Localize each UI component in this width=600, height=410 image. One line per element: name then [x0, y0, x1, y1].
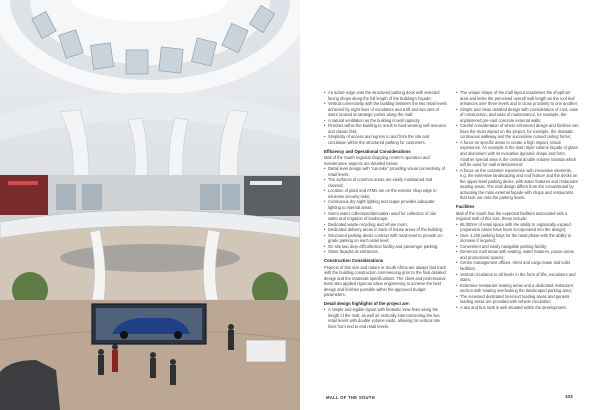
bullet-item: • Dedicated delivery areas in back of house areas of the building;: [324, 227, 447, 233]
bullet-item: • Finishes within the building to result in hard wearing self-resource and classic feel;: [324, 123, 447, 134]
bullet-item: • On site taxi drop-off/collection facility and passenger parking;: [324, 244, 447, 250]
bullet-item: • 65,000m² of retail space with the ability to organically expand (expansion cases have been incorporated into the design);: [456, 222, 579, 233]
bullet-list: [324, 90, 447, 145]
bullet-item: • A natural ventilation as the building is well capacity: [324, 118, 447, 124]
body-paragraph: Mall of the South regional shopping centre's operation and maintenance aspects are detailed below:: [324, 155, 430, 166]
bullet-list: [324, 166, 447, 255]
footer-title: MALL OF THE SOUTH: [326, 395, 375, 400]
bullet-list: [324, 307, 447, 329]
section-heading: Facilities: [456, 204, 475, 210]
bullet-item: • Centre management offices, client and cargo lease and toilet facilities;: [456, 260, 579, 271]
text-page: [300, 0, 600, 410]
bullet-item: • Generous mall areas with seating, water features, pause areas and promotional spaces;: [456, 249, 579, 260]
bullet-item: • The recessed dedicated forecourt loading areas and general loading areas are provided with vehicle circulation;: [456, 294, 579, 305]
page-number: 103: [565, 394, 573, 399]
bullet-item: • Continuous dry night lighting and scape provides adequate lighting to internal areas;: [324, 199, 447, 210]
bullet-item: • A simple and legible layout with fantastic view lines along the length of the mall, as well as vertically interconnecting the two retail levels with double volume voids, allowing for vertical site lines from end to end retail levels.: [324, 307, 447, 329]
bullet-item: • Dedicated waste recycling and refuse room;: [324, 222, 447, 228]
bullet-item: • Storm water collection/attenuation used for collection of rain water and irrigation of landscape;: [324, 211, 447, 222]
bullet-item: • A focus on the customer experience with innovative elements, e.g. the extensive landscaping and roof feature and the decks on the upper-level parking decks, with water features and restaurant seating areas. The mall design differs from the conventional by activating the main external façade with shops and restaurants that look out onto the parking levels.: [456, 168, 579, 201]
bullet-item: • Vertical connectivity with the building between the two retail levels achieved by eight lines of escalators and a lift and two sets of stairs located at strategic points along the mall;: [324, 101, 447, 118]
bullet-item: • The surfaces of common areas are easily maintained and cleaned;: [324, 177, 447, 188]
bullet-item: • Structured parking decks contract with retail level to provide on-grade parking on each retail level;: [324, 233, 447, 244]
body-paragraph: Projects of this size and nature in South Africa are always fast track with the building construction commencing prior to the final detailed design and the materials specifications. The client and professional team also applied rigorous value engineering to achieve the best design and finishes possible within the approved budget parameters.: [324, 264, 446, 298]
bullet-list: [456, 222, 579, 311]
bullet-item: • Vertical circulation to all levels in the form of lifts, escalators and stairs;: [456, 272, 579, 283]
bullet-item: • Location of plant and ATMs are on the exterior shop edge to minimise security risks;: [324, 188, 447, 199]
section-heading: Construction Considerations: [324, 258, 384, 264]
section-heading: Detail design highlights of the project are:: [324, 301, 410, 307]
bullet-item: • A focus on specific areas to create a high impact, visual experience. An example is the main triple volume façade of glass and aluminium with its evocative dynamic shape and form. Another special area is the central double volume rotunda which will be used for mall entertainment;: [456, 140, 579, 168]
bullet-item: • Simplicity of access and egress to and from the site and circulation within the structured parking for customers.: [324, 134, 447, 145]
bullet-item: • Convenient and easily navigable parking facility;: [456, 244, 579, 250]
text-column-left: [324, 90, 447, 330]
bullet-item: • Extensive restaurant seating areas and a dedicated restaurant section with seating overlooking the landscaped parking area;: [456, 283, 579, 294]
bullet-list: [456, 90, 579, 201]
bullet-item: • Simple and clean detailed design with consideration of cost, ease of construction, and ease of maintenance, for example, the unplastered pre-cast concrete external walls;: [456, 107, 579, 124]
text-column-right: [456, 90, 579, 310]
bullet-item: • Careful consideration of where enhanced design and finishes can have the most impact on the project, for example, the dramatic continuous walkway and the successive curved ceiling forms;: [456, 123, 579, 140]
bullet-item: • The unique shape of the mall layout maximises the shopfront area and limits the perceived overall mall length as the roof leaf enhances over three levels and in close proximity to one another;: [456, 90, 579, 107]
bullet-item: • A taxi and bus rank is well situated within the development.: [456, 305, 579, 311]
bullet-item: • Glass façades at entrances.: [324, 249, 447, 255]
bullet-item: • Detail level design with "cat-rake" providing visual connectivity of retail levels;: [324, 166, 447, 177]
bullet-item: • Over 4,200 parking bays for the retail phase with the ability to increase if required;: [456, 233, 579, 244]
bullet-item: • An active edge onto the structured parking deck with selected facing shops along the full length of the building's façade;: [324, 90, 447, 101]
body-paragraph: Mall of the South has the expected facilities associated with a regional mall of this size, these include:: [456, 210, 568, 222]
section-heading: Efficiency and Operational Considerations: [324, 148, 411, 154]
